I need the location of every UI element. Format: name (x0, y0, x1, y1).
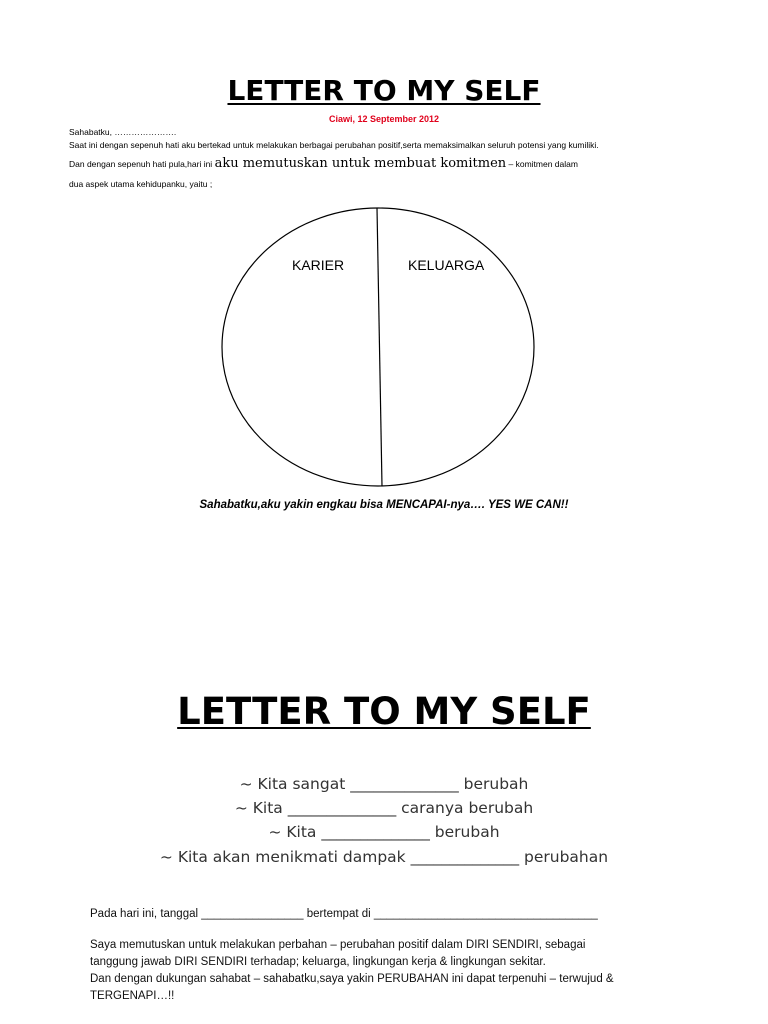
decision-line: Saya memutuskan untuk melakukan perbahan – perubahan positif dalam DIRI SENDIRI, sebagai (90, 939, 586, 951)
circle-divider (377, 208, 382, 486)
decision-line: Dan dengan dukungan sahabat – sahabatku,saya yakin PERUBAHAN ini dapat terpenuhi – terwujud & (90, 973, 614, 985)
motto-text: Sahabatku,aku yakin engkau bisa MENCAPAI-nya…. YES WE CAN!! (199, 499, 569, 511)
decision-line: TERGENAPI…!! (90, 990, 175, 1002)
segment-label-karier: KARIER (292, 257, 345, 273)
greeting-text: Sahabatku, …………………. (69, 127, 177, 137)
life-aspects-circle (220, 206, 540, 488)
commitment-prefix: Dan dengan sepenuh hati pula,hari ini (69, 159, 213, 169)
date-line: Ciawi, 12 September 2012 (328, 114, 440, 124)
commitment-line-2: dua aspek utama kehidupanku, yaitu ; (69, 179, 213, 189)
fill-line: ~ Kita ______________ berubah (268, 823, 500, 841)
date-place-line: Pada hari ini, tanggal ________________ bertempat di ___________________________________ (90, 908, 598, 920)
commitment-emphasis: aku memutuskan untuk membuat komitmen (214, 156, 507, 171)
commitment-line (69, 158, 709, 170)
page-title-2: LETTER TO MY SELF (177, 690, 591, 733)
decision-line: tanggung jawab DIRI SENDIRI terhadap; keluarga, lingkungan kerja & lingkungan sekitar. (90, 956, 546, 968)
fill-line: ~ Kita akan menikmati dampak ______________ perubahan (159, 848, 609, 866)
decision-paragraph (90, 937, 690, 1005)
page-title: LETTER TO MY SELF (227, 74, 541, 107)
fill-line: ~ Kita sangat ______________ berubah (239, 775, 529, 793)
segment-label-keluarga: KELUARGA (408, 257, 485, 273)
intro-text: Saat ini dengan sepenuh hati aku bertekad untuk melakukan berbagai perubahan positif,serta memaksimalkan seluruh potensi yang kumiliki. (69, 140, 599, 150)
fill-line: ~ Kita ______________ caranya berubah (234, 799, 534, 817)
commitment-suffix: – komitmen dalam (508, 159, 578, 169)
